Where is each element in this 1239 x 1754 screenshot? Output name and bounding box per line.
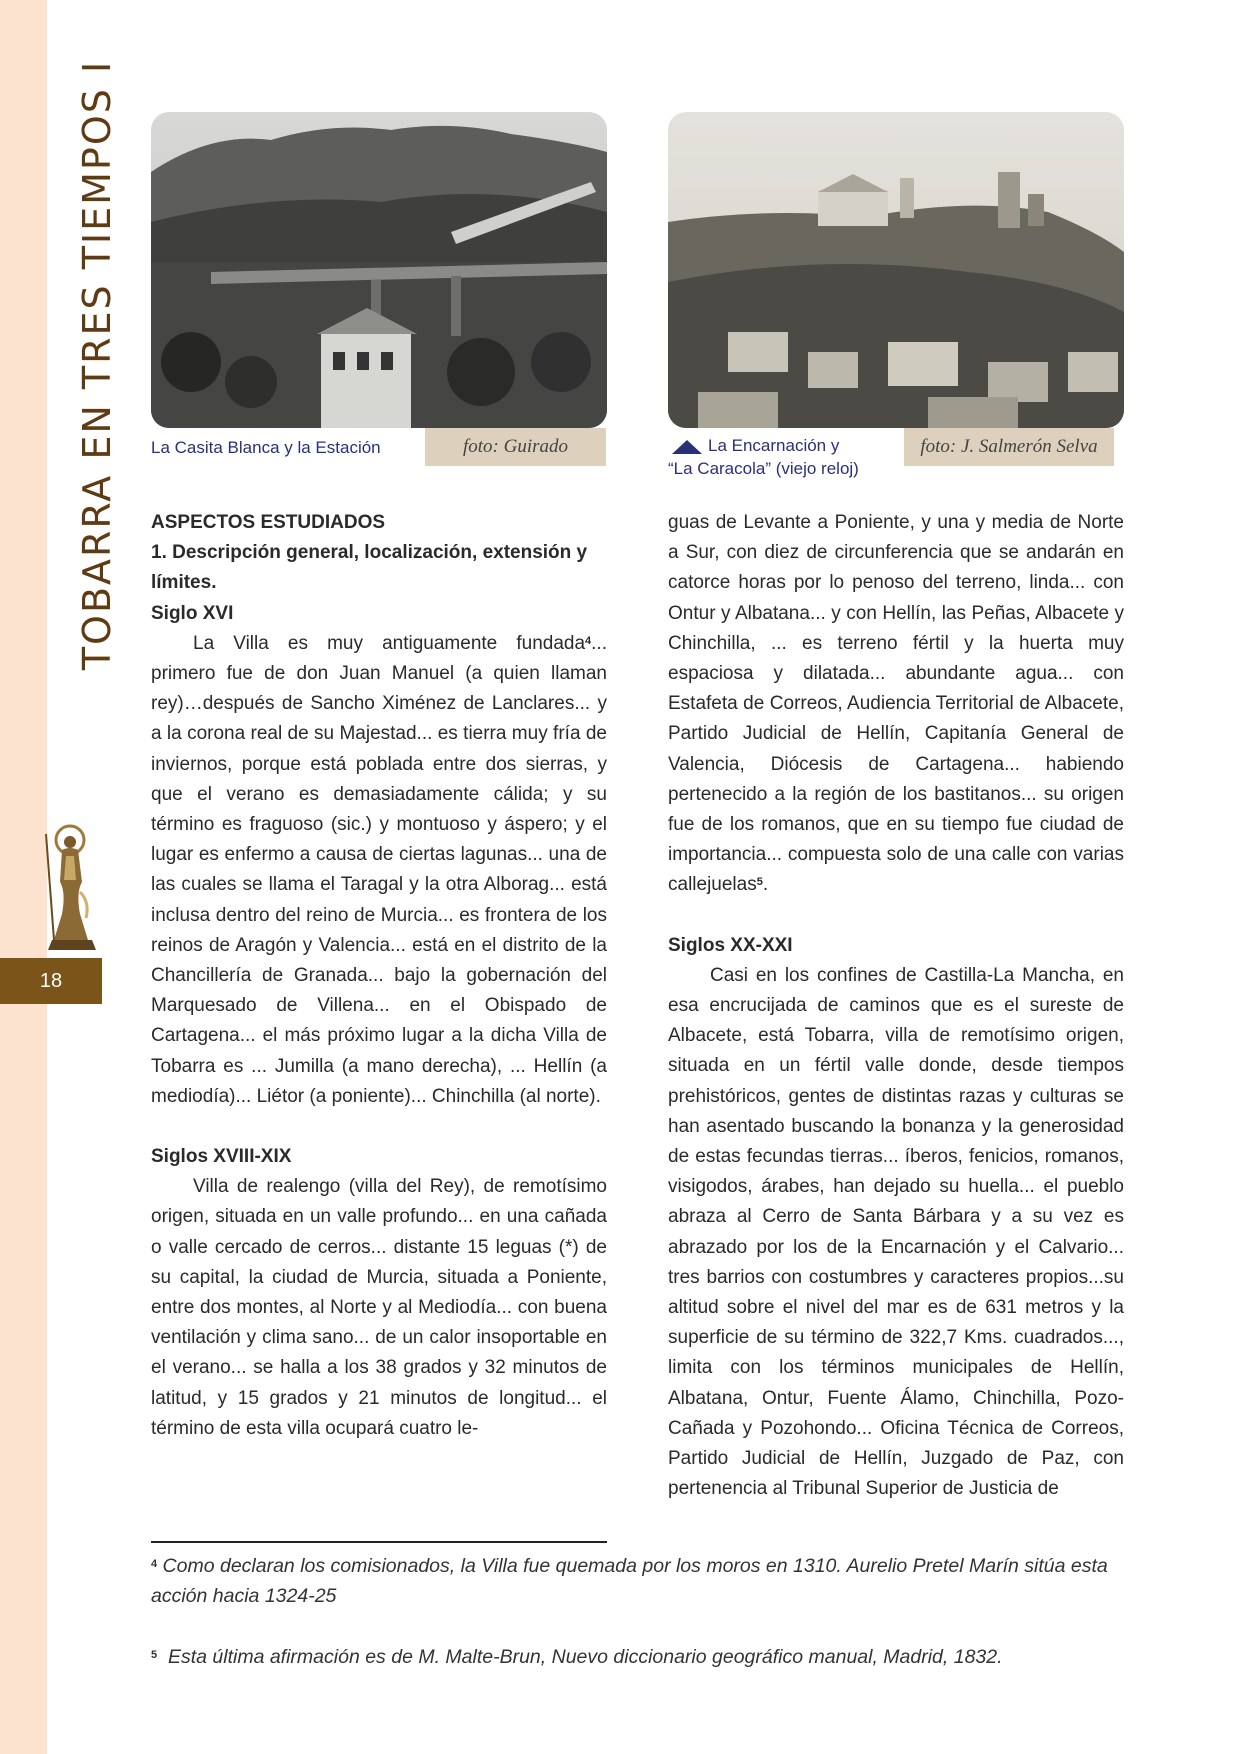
- section-title-siglos-xviii-xix: Siglos XVIII-XIX: [151, 1146, 292, 1168]
- running-title-text: TOBARRA EN TRES TIEMPOS I: [75, 59, 119, 670]
- paragraph-siglos-xviii-xix: Villa de realengo (villa del Rey), de remotísimo origen, situada en un valle profundo... en una cañada o valle cercado de cerros... distante 15 leguas (*) de su capital, la ciudad de Murcia, situada a Poniente, entre dos montes, al Norte y al Mediodía... con buena ventilación y clima sano... de un calor insoportable en el verano... se halla a los 38 grados y 32 minutos de latitud, y 15 grados y 21 minutos de longitud... el término de esta villa ocupará cuatro le-: [151, 1176, 607, 1439]
- photo-casita-blanca: [151, 112, 607, 428]
- footnote-text: Como declaran los comisionados, la Villa fue quemada por los moros en 1310. Aurelio Pretel Marín sitúa esta acción hacia 1324-25: [151, 1555, 1108, 1607]
- footnote-5: [151, 1642, 1129, 1672]
- left-column: [151, 508, 607, 1444]
- page-number: 18: [0, 958, 102, 1004]
- paragraph-siglos-xx-xxi: Casi en los confines de Castilla-La Mancha, en esa encrucijada de caminos que es el sureste de Albacete, está Tobarra, villa de remotísimo origen, situada en un fértil valle donde, desde tiempos prehistóricos, gentes de distintas razas y culturas se han asentado buscando la bonanza y la generosidad de estas fecundas tierras... íberos, fenicios, romanos, visigodos, árabes, han dejado su huella... el pueblo abraza al Cerro de Santa Bárbara y a su vez es abrazado por los de la Encarnación y el Calvario... tres barrios con costumbres y caracteres propios...su altitud sobre el nivel del mar es de 631 metros y la superficie de su término de 322,7 Kms. cuadrados..., limita con los términos municipales de Hellín, Albatana, Ontur, Fuente Álamo, Chinchilla, Pozo-Cañada y Pozohondo... Oficina Técnica de Correos, Partido Judicial de Hellín, Juzgado de Paz, con pertenencia al Tribunal Superior de Justicia de: [668, 964, 1124, 1500]
- footnote-number: 5: [151, 1649, 158, 1661]
- section-title-siglo-xvi: Siglo XVI: [151, 602, 234, 624]
- right-column: [668, 508, 1124, 1505]
- footnote-ref-4[interactable]: 4: [585, 634, 592, 647]
- footnote-ref-5[interactable]: 5: [756, 876, 763, 889]
- footnote-number: 4: [151, 1558, 158, 1570]
- running-title: [72, 59, 122, 670]
- caption-right-line2: “La Caracola” (viejo reloj): [668, 459, 859, 478]
- credit-right: foto: J. Salmerón Selva: [904, 428, 1114, 466]
- caption-right-line1: La Encarnación y: [708, 436, 840, 455]
- caption-left: La Casita Blanca y la Estación: [151, 438, 381, 457]
- paragraph-siglo-xvi: La Villa es muy antiguamente fundada$^4$... primero fue de don Juan Manuel (a quien llaman rey)…después de Sancho Ximénez de Lanclares... y a la corona real de su Majestad... es tierra muy fría de inviernos, porque está poblada entre dos sierras, y que el verano es demasiadamente cálida; y su término es fraguoso (sic.) y montuoso y áspero; y el lugar es enfermo a causa de ciertas lagunas... una de las cuales se llama el Taragal y la otra Alborag... está inclusa dentro del reino de Murcia... es frontera de los reinos de Aragón y Valencia... está en el distrito de la Chancillería de Granada... bajo la gobernación del Marquesado de Villena... en el Obispado de Cartagena... el más próximo lugar a la dicha Villa de Tobarra es ... Jumilla (a mano derecha), ... Hellín (a mediodía)... Liétor (a poniente)... Chinchilla (al norte).: [151, 632, 607, 1107]
- credit-left: foto: Guirado: [425, 428, 606, 466]
- footnote-text: Esta última afirmación es de M. Malte-Brun, Nuevo diccionario geográfico manual, Madrid, 1832.: [167, 1646, 1003, 1668]
- paragraph-continuation: guas de Levante a Poniente, y una y media de Norte a Sur, con diez de circunferencia que se andarán en catorce horas por lo penoso del terreno, linda... con Ontur y Albatana... y con Hellín, las Peñas, Albacete y Chinchilla, ... es terreno fértil y la huerta muy espaciosa y dilatada... abundante agua... con Estafeta de Correos, Audiencia Territorial de Albacete, Partido Judicial de Hellín, Capitanía General de Valencia, Diócesis de Cartagena... habiendo pertenecido a la región de los bastitanos... su origen fue de los romanos, que en su tiempo fue ciudad de importancia... compuesta solo de una calle con varias callejuelas$^5$.: [668, 512, 1124, 896]
- triangle-up-icon: [672, 440, 702, 454]
- photo-encarnacion: [668, 112, 1124, 428]
- section-heading: ASPECTOS ESTUDIADOS: [151, 512, 386, 533]
- section-subheading: 1. Descripción general, localización, extensión y límites.: [151, 542, 588, 594]
- saint-statue-icon: [36, 822, 106, 958]
- section-title-siglos-xx-xxi: Siglos XX-XXI: [668, 934, 793, 956]
- footnote-rule: [151, 1541, 607, 1543]
- footnote-4: [151, 1551, 1129, 1611]
